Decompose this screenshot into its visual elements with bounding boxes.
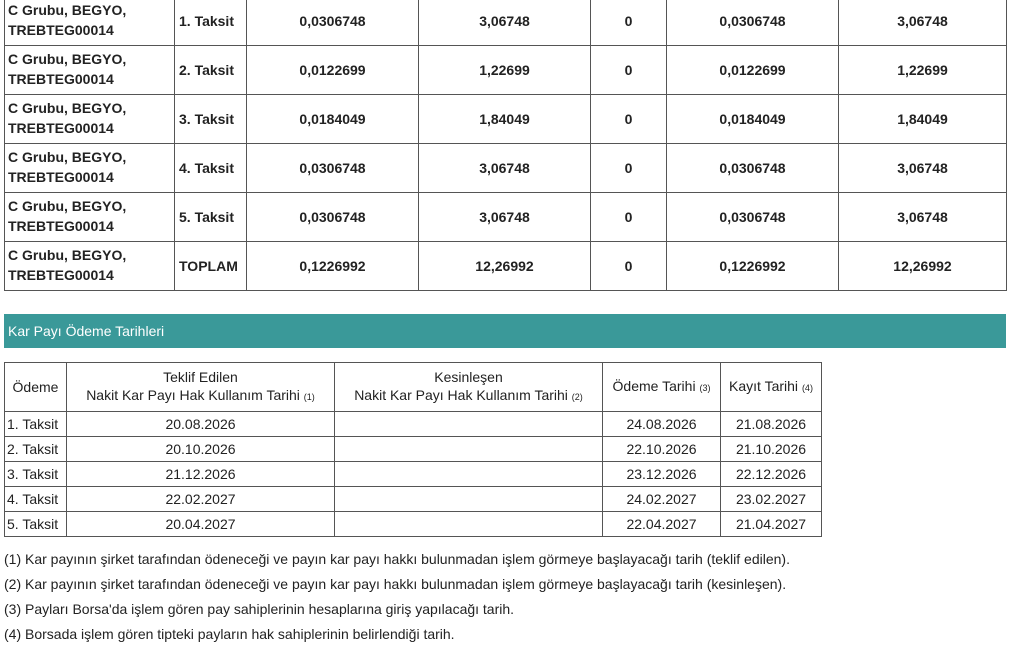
value-cell: 0,1226992 (667, 242, 839, 291)
value-cell: 0,0306748 (247, 144, 419, 193)
proposed-date-cell: 20.08.2026 (67, 412, 335, 437)
final-date-cell (335, 512, 603, 537)
table-row (5, 437, 822, 462)
value-cell: 1,84049 (839, 95, 1007, 144)
value-cell: 0 (591, 46, 667, 95)
final-date-cell (335, 437, 603, 462)
value-cell: 12,26992 (839, 242, 1007, 291)
value-cell: 12,26992 (419, 242, 591, 291)
header-proposed-bottom: Nakit Kar Payı Hak Kullanım Tarihi (86, 387, 300, 403)
header-record-date-label: Kayıt Tarihi (729, 378, 799, 394)
pay-date-cell: 24.02.2027 (603, 487, 721, 512)
value-cell: 3,06748 (839, 0, 1007, 46)
value-cell: 0 (591, 144, 667, 193)
group-cell: C Grubu, BEGYO, TREBTEG00014 (5, 242, 175, 291)
installment-cell: 1. Taksit (175, 0, 247, 46)
pay-date-cell: 23.12.2026 (603, 462, 721, 487)
installment-cell: TOPLAM (175, 242, 247, 291)
value-cell: 3,06748 (839, 193, 1007, 242)
value-cell: 3,06748 (419, 144, 591, 193)
table-row (5, 144, 1007, 193)
table-row (5, 0, 1007, 46)
group-cell: C Grubu, BEGYO, TREBTEG00014 (5, 0, 175, 46)
table-row (5, 412, 822, 437)
footnote-ref-1: (1) (303, 392, 315, 402)
installment-cell: 4. Taksit (175, 144, 247, 193)
value-cell: 0,0306748 (247, 193, 419, 242)
installment-cell: 5. Taksit (175, 193, 247, 242)
installment-cell: 5. Taksit (5, 512, 67, 537)
header-proposed (67, 363, 335, 412)
header-final-top: Kesinleşen (434, 369, 503, 385)
value-cell: 3,06748 (419, 193, 591, 242)
header-record-date (721, 363, 822, 412)
final-date-cell (335, 462, 603, 487)
header-proposed-top: Teklif Edilen (163, 369, 238, 385)
pay-date-cell: 22.04.2027 (603, 512, 721, 537)
proposed-date-cell: 20.04.2027 (67, 512, 335, 537)
group-cell: C Grubu, BEGYO, TREBTEG00014 (5, 46, 175, 95)
value-cell: 1,84049 (419, 95, 591, 144)
footnote-1: (1) Kar payının şirket tarafından ödeneceği ve payın kar payı hakkı bulunmadan işlem görmeye başlayacağı tarih (teklif edilen). (4, 551, 790, 567)
value-cell: 3,06748 (419, 0, 591, 46)
footnote-ref-3: (3) (699, 383, 711, 393)
dividend-table (4, 0, 1007, 291)
value-cell: 3,06748 (839, 144, 1007, 193)
table-row (5, 193, 1007, 242)
header-payment: Ödeme (5, 363, 67, 412)
record-date-cell: 21.08.2026 (721, 412, 822, 437)
header-final (335, 363, 603, 412)
footnote-3: (3) Payları Borsa'da işlem gören pay sahiplerinin hesaplarına giriş yapılacağı tarih. (4, 601, 515, 617)
table-row (5, 462, 822, 487)
table-row (5, 512, 822, 537)
table-row (5, 46, 1007, 95)
installment-cell: 3. Taksit (175, 95, 247, 144)
payment-schedule-table (4, 362, 822, 537)
installment-cell: 2. Taksit (5, 437, 67, 462)
installment-cell: 1. Taksit (5, 412, 67, 437)
footnote-ref-4: (4) (801, 383, 813, 393)
record-date-cell: 21.10.2026 (721, 437, 822, 462)
footnote-4: (4) Borsada işlem gören tipteki payların hak sahiplerinin belirlendiği tarih. (4, 626, 455, 642)
table-row (5, 487, 822, 512)
value-cell: 0,0122699 (667, 46, 839, 95)
table-row-total (5, 242, 1007, 291)
group-cell: C Grubu, BEGYO, TREBTEG00014 (5, 144, 175, 193)
footnote-ref-2: (2) (571, 392, 583, 402)
record-date-cell: 23.02.2027 (721, 487, 822, 512)
installment-cell: 4. Taksit (5, 487, 67, 512)
proposed-date-cell: 22.02.2027 (67, 487, 335, 512)
value-cell: 1,22699 (419, 46, 591, 95)
value-cell: 0,0122699 (247, 46, 419, 95)
installment-cell: 2. Taksit (175, 46, 247, 95)
value-cell: 0 (591, 242, 667, 291)
installment-cell: 3. Taksit (5, 462, 67, 487)
header-row (5, 363, 822, 412)
value-cell: 0,1226992 (247, 242, 419, 291)
group-cell: C Grubu, BEGYO, TREBTEG00014 (5, 193, 175, 242)
pay-date-cell: 22.10.2026 (603, 437, 721, 462)
section-header: Kar Payı Ödeme Tarihleri (4, 314, 1006, 348)
table-row (5, 95, 1007, 144)
record-date-cell: 22.12.2026 (721, 462, 822, 487)
value-cell: 1,22699 (839, 46, 1007, 95)
header-pay-date (603, 363, 721, 412)
header-final-bottom: Nakit Kar Payı Hak Kullanım Tarihi (354, 387, 568, 403)
proposed-date-cell: 20.10.2026 (67, 437, 335, 462)
footnote-2: (2) Kar payının şirket tarafından ödeneceği ve payın kar payı hakkı bulunmadan işlem görmeye başlayacağı tarih (kesinleşen). (4, 576, 787, 592)
value-cell: 0,0306748 (667, 193, 839, 242)
value-cell: 0,0306748 (667, 144, 839, 193)
value-cell: 0,0184049 (247, 95, 419, 144)
group-cell: C Grubu, BEGYO, TREBTEG00014 (5, 95, 175, 144)
value-cell: 0 (591, 0, 667, 46)
value-cell: 0 (591, 95, 667, 144)
value-cell: 0,0306748 (247, 0, 419, 46)
proposed-date-cell: 21.12.2026 (67, 462, 335, 487)
header-pay-date-label: Ödeme Tarihi (612, 378, 696, 394)
value-cell: 0,0306748 (667, 0, 839, 46)
record-date-cell: 21.04.2027 (721, 512, 822, 537)
value-cell: 0 (591, 193, 667, 242)
final-date-cell (335, 487, 603, 512)
final-date-cell (335, 412, 603, 437)
footnotes (4, 549, 790, 649)
pay-date-cell: 24.08.2026 (603, 412, 721, 437)
value-cell: 0,0184049 (667, 95, 839, 144)
